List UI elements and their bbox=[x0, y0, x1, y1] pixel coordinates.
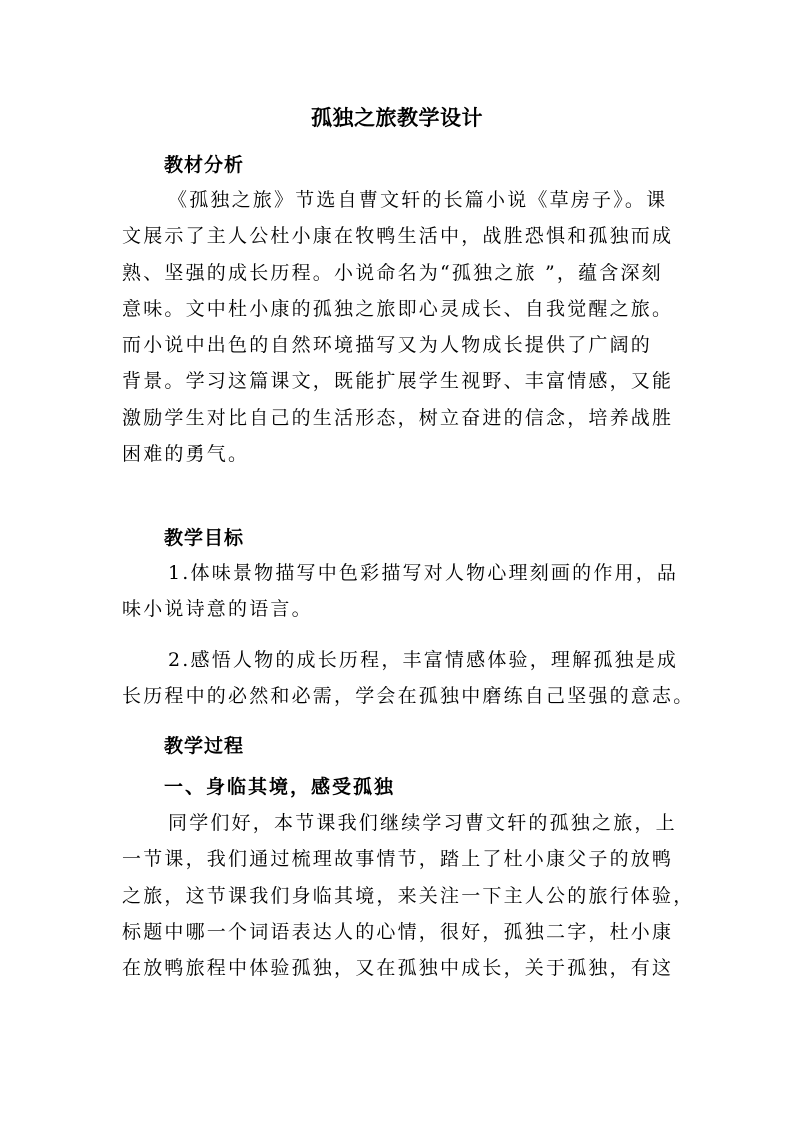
paragraph-line: 困难的勇气。 bbox=[122, 443, 250, 466]
paragraph-line: 之旅，这节课我们身临其境，来关注一下主人公的旅行体验， bbox=[122, 884, 695, 907]
goal-item-1 bbox=[122, 555, 682, 628]
paragraph-line: 熟、坚强的成长历程。小说命名为“孤独之旅 ”，蕴含深刻 bbox=[122, 261, 663, 284]
paragraph-line: 而小说中出色的自然环境描写又为人物成长提供了广阔的 bbox=[122, 334, 653, 357]
paragraph-line: 标题中哪一个词语表达人的心情，很好，孤独二字，杜小康 bbox=[122, 920, 674, 943]
paragraph-line: 同学们好，本节课我们继续学习曹文轩的孤独之旅，上 bbox=[168, 812, 677, 834]
paragraph-line: 文展示了主人公杜小康在牧鸭生活中，战胜恐惧和孤独而成 bbox=[122, 225, 674, 248]
heading-analysis: 教材分析 bbox=[164, 154, 245, 176]
paragraph-line: 意味。文中杜小康的孤独之旅即心灵成长、自我觉醒之旅。 bbox=[122, 297, 674, 320]
document-title: 孤独之旅教学设计 bbox=[311, 106, 483, 130]
paragraph-line: 激励学生对比自己的生活形态，树立奋进的信念，培养战胜 bbox=[122, 406, 674, 429]
subheading-step-1: 一、身临其境，感受孤独 bbox=[164, 776, 396, 798]
paragraph-line: 味小说诗意的语言。 bbox=[122, 598, 313, 621]
process-paragraph bbox=[122, 805, 695, 986]
paragraph-line: 背景。学习这篇课文，既能扩展学生视野、丰富情感，又能 bbox=[122, 370, 674, 393]
paragraph-line: 1.体味景物描写中色彩描写对人物心理刻画的作用，品 bbox=[168, 562, 679, 584]
paragraph-line: 长历程中的必然和必需，学会在孤独中磨练自己坚强的意志。 bbox=[122, 685, 695, 708]
paragraph-line: 《孤独之旅》节选自曹文轩的长篇小说《草房子》。课 bbox=[168, 189, 668, 211]
paragraph-line: 2.感悟人物的成长历程，丰富情感体验，理解孤独是成 bbox=[168, 649, 679, 671]
analysis-paragraph bbox=[122, 182, 682, 472]
paragraph-line: 一节课，我们通过梳理故事情节，踏上了杜小康父子的放鸭 bbox=[122, 848, 674, 871]
heading-process: 教学过程 bbox=[164, 735, 245, 757]
heading-goals: 教学目标 bbox=[164, 527, 245, 549]
goal-item-2 bbox=[122, 642, 695, 715]
paragraph-line: 在放鸭旅程中体验孤独，又在孤独中成长，关于孤独，有这 bbox=[122, 957, 674, 980]
